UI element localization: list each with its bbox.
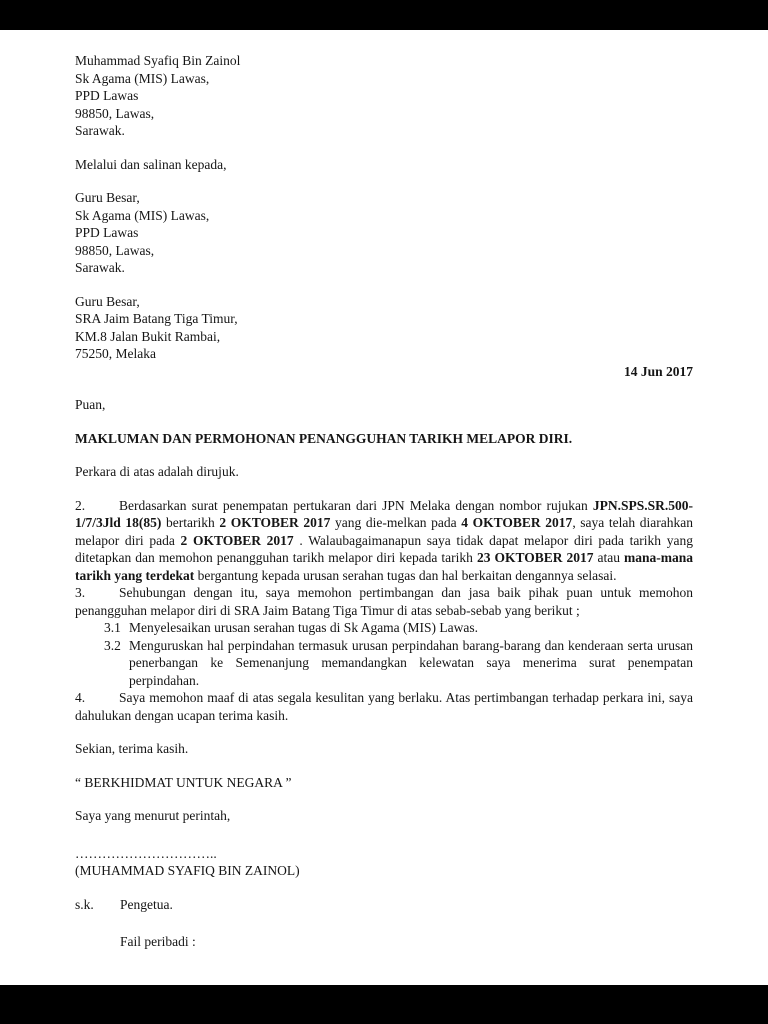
bottom-black-bar	[0, 985, 768, 1024]
via-line: Melalui dan salinan kepada,	[75, 156, 227, 172]
cc-label: s.k.	[75, 896, 94, 912]
reference-line: Perkara di atas adalah dirujuk.	[75, 464, 239, 479]
paragraph-4-number: 4.	[75, 690, 86, 705]
closing-line: Sekian, terima kasih.	[75, 741, 189, 756]
motto-line: “ BERKHIDMAT UNTUK NEGARA ”	[75, 774, 292, 790]
subitem-3-2	[104, 637, 693, 690]
subitem-3-1-number: 3.1	[104, 620, 121, 635]
sender-address: Muhammad Syafiq Bin Zainol Sk Agama (MIS) Lawas, PPD Lawas 98850, Lawas, Sarawak.	[75, 53, 241, 138]
paragraph-2-number: 2.	[75, 497, 86, 513]
letter-date: 14 Jun 2017	[623, 363, 693, 379]
document-page	[0, 30, 768, 951]
paragraph-3-text: Sehubungan dengan itu, saya memohon pertimbangan dan jasa baik pihak puan untuk memohon penangguhan melapor diri di SRA Jaim Batang Tiga Timur di atas sebab-sebab yang berikut ;	[75, 585, 693, 618]
paragraph-2-text: Berdasarkan surat penempatan pertukaran dari JPN Melaka dengan nombor rujukan JPN.SPS.SR.500-1/7/3Jld 18(85) bertarikh 2 OKTOBER 2017 yang die-melkan pada 4 OKTOBER 2017, saya telah diarahkan melapor diri pada 2 OKTOBER 2017 . Walaubagaimanapun saya tidak dapat melapor diri pada tarikh yang ditetapkan dan memohon penangguhan tarikh melapor diri kepada tarikh 23 OKTOBER 2017 atau mana-mana tarikh yang terdekat bergantung kepada urusan serahan tugas dan hal berkaitan dengannya selasai.	[75, 497, 693, 583]
paragraph-3-number: 3.	[75, 585, 86, 600]
salutation: Puan,	[75, 397, 106, 412]
cc-section	[75, 896, 693, 914]
signature-name: (MUHAMMAD SYAFIQ BIN ZAINOL)	[75, 863, 300, 878]
top-black-bar	[0, 0, 768, 30]
paragraph-4	[75, 689, 693, 724]
subitem-3-1	[104, 619, 693, 637]
signature-dots: …………………………..	[75, 845, 217, 861]
sign-off-line: Saya yang menurut perintah,	[75, 808, 231, 823]
subitem-3-2-text: Menguruskan hal perpindahan termasuk urusan perpindahan barang-barang dan kenderaan serta urusan penerbangan ke Semenanjung memandangkan kelewatan saya menerima surat penempatan perpindahan.	[129, 637, 693, 688]
subitem-3-1-text: Menyelesaikan urusan serahan tugas di Sk Agama (MIS) Lawas.	[129, 620, 479, 635]
paragraph-4-text: Saya memohon maaf di atas segala kesulitan yang berlaku. Atas pertimbangan terhadap perkara ini, saya dahulukan dengan ucapan terima kasih.	[75, 690, 693, 723]
subitem-3-2-number: 3.2	[104, 637, 121, 653]
cc-item: Pengetua.	[120, 896, 173, 912]
paragraph-3	[75, 584, 693, 619]
recipient-guru-besar-sra: Guru Besar, SRA Jaim Batang Tiga Timur, KM.8 Jalan Bukit Rambai, 75250, Melaka	[75, 293, 238, 361]
subject-line: MAKLUMAN DAN PERMOHONAN PENANGGUHAN TARIKH MELAPOR DIRI.	[75, 430, 573, 446]
paragraph-2	[75, 497, 693, 585]
cc-file-line: Fail peribadi :	[120, 934, 196, 949]
recipient-guru-besar-lawas: Guru Besar, Sk Agama (MIS) Lawas, PPD Lawas 98850, Lawas, Sarawak.	[75, 190, 210, 275]
